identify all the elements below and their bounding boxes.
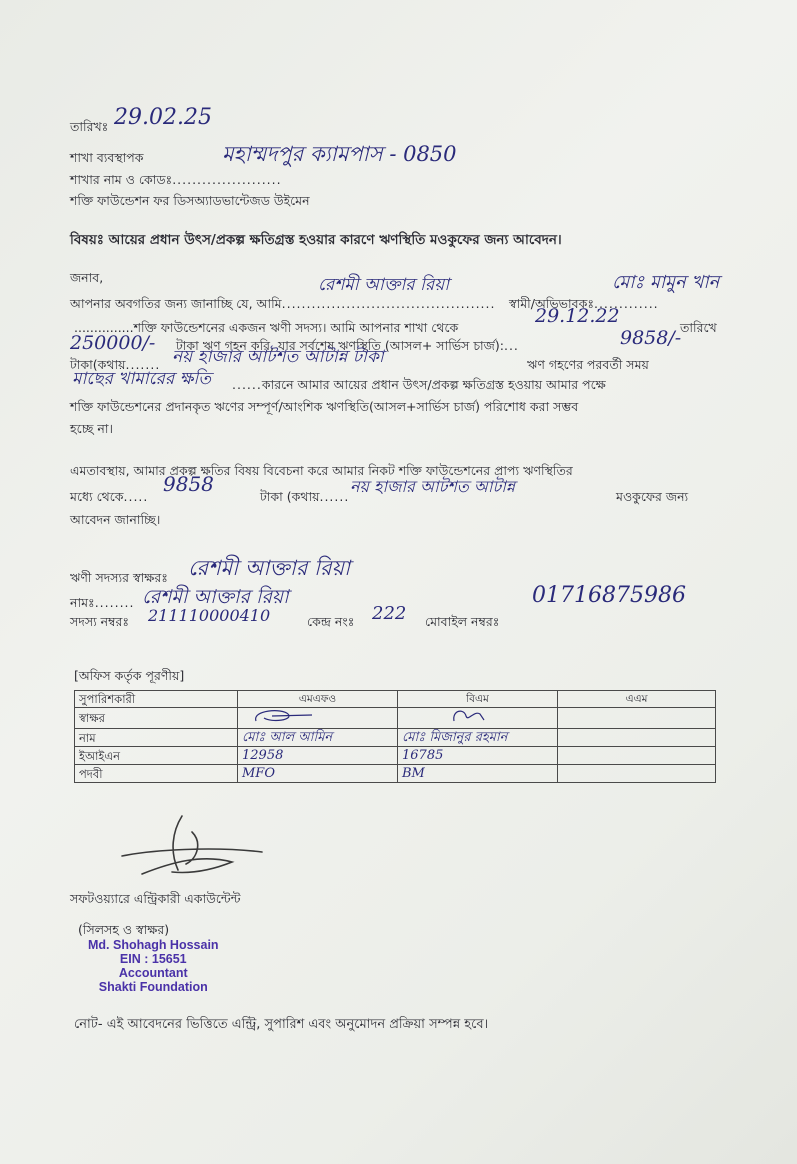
table-header-cell: এমএফও [238,691,398,708]
balance-in-words: নয় হাজার আটশত আটান্ন টাকা [172,347,384,367]
seal-note: (সিলসহ ও স্বাক্ষর) [78,922,170,937]
body-line-7: হচ্ছে না। [70,421,113,436]
loan-amount: 250000/- [70,332,156,354]
table-header-cell: সুপারিশকারী [75,691,238,708]
mfo-cell: মোঃ আল আমিন [238,729,398,747]
row-label: নাম [75,729,238,747]
body-p2-line-2-end: মওকুফের জন্য [616,489,689,504]
stamp-ein: EIN : 15651 [119,952,187,966]
guardian-name: মোঃ মামুন খান [612,272,720,293]
waiver-amount: 9858 [163,472,214,496]
waiver-in-words: নয় হাজার আটশত আটান্ন [350,477,516,496]
bm-cell: 16785 [398,747,558,765]
stamp-role: Accountant [118,966,188,980]
stamp-name: Md. Shohagh Hossain [88,938,219,952]
body-line-3: টাকা ঋণ গহন করি, যার সর্বশেষ ঋণস্থিতি (আসল+ সার্ভিস চার্জ):... [176,338,519,353]
body-line-1: আপনার অবগতির জন্য জানাচ্ছি যে, আমি........................................... [70,296,496,311]
mobile-number: 01716875986 [532,583,686,608]
body-line-4-end: ঋণ গহণের পরবর্তী সময় [527,357,649,372]
mfo-signature [242,708,332,724]
mfo-signature-cell [238,708,398,729]
accountant-signature [112,812,272,882]
damage-reason: মাছের খামারের ক্ষতি [72,369,212,389]
member-signature: রেশমী আক্তার রিয়া [188,556,351,580]
member-signature-label: ঋণী সদস্যর স্বাক্ষরঃ [70,570,168,585]
table-header-cell: এএম [558,691,716,708]
branch-label: শাখার নাম ও কোডঃ...................... [70,172,282,187]
date-label: তারিখঃ [70,119,109,134]
am-cell [558,747,716,765]
table-row [75,708,716,729]
accountant-title: সফটওয়্যারে এন্ট্রিকারী একাউন্টেন্ট [70,891,241,906]
member-id-label: সদস্য নম্বরঃ [70,614,130,629]
mobile-label: মোবাইল নম্বরঃ [425,614,500,629]
applicant-name: রেশমী আক্তার রিয়া [318,275,450,295]
organization-line: শক্তি ফাউন্ডেশন ফর ডিসঅ্যাডভান্টেজড উইমেন [70,193,310,208]
row-label: পদবী [75,765,238,783]
table-row [75,765,716,783]
guardian-label: স্বামী/অভিভাবকঃ............. [509,296,659,311]
body-line-4: টাকা(কথায়....... [70,357,161,372]
body-p2-words-label: টাকা (কথায়...... [260,489,350,504]
row-label: ইআইএন [75,747,238,765]
footer-note: নোট- এই আবেদনের ভিত্তিতে এন্ট্রি, সুপারিশ এবং অনুমোদন প্রক্রিয়া সম্পন্ন হবে। [74,1017,489,1032]
subject-line: বিষয়ঃ আয়ের প্রধান উৎস/প্রকল্প ক্ষতিগ্রস্ত হওয়ার কারণে ঋণস্থিতি মওকুফের জন্য আবেদন। [70,232,562,248]
branch-name-value: মহাম্মদপুর ক্যামপাস - 0850 [222,142,457,166]
loan-date: 29.12.22 [535,305,620,327]
bm-signature-cell [398,708,558,729]
am-cell [558,765,716,783]
balance-amount: 9858/- [620,327,682,349]
bm-signature [402,708,492,724]
office-table [74,690,716,783]
accountant-stamp [88,938,219,994]
body-line-2-end: তারিখে [680,320,717,335]
date-value: 29.02.25 [114,105,212,130]
am-cell [558,708,716,729]
table-row [75,729,716,747]
member-id: 211110000410 [148,606,271,625]
bm-cell: মোঃ মিজানুর রহমান [398,729,558,747]
stamp-org: Shakti Foundation [98,980,208,994]
body-line-2: ...............শক্তি ফাউন্ডেশনের একজন ঋণী সদস্য। আমি আপনার শাখা থেকে [74,320,459,335]
table-header-row [75,691,716,708]
table-row [75,747,716,765]
am-cell [558,729,716,747]
bm-cell: BM [398,765,558,783]
branch-manager-label: শাখা ব্যবস্থাপক [70,150,144,165]
member-name-label: নামঃ........ [70,595,135,610]
mfo-cell: 12958 [238,747,398,765]
body-line-5: ......কারনে আমার আয়ের প্রধান উৎস/প্রকল্প ক্ষতিগ্রস্ত হওয়ায় আমার পক্ষে [232,377,606,392]
body-p2-line-1: এমতাবস্থায়, আমার প্রকল্প ক্ষতির বিষয় বিবেচনা করে আমার নিকট শক্তি ফাউন্ডেশনের প্রাপ্য ঋণস্থিতির [70,463,573,478]
center-label: কেন্দ্র নংঃ [307,614,355,629]
body-line-6: শক্তি ফাউন্ডেশনের প্রদানকৃত ঋণের সম্পূর্ণ/আংশিক ঋণস্থিতি(আসল+সার্ভিস চার্জ) পরিশোধ করা সম্ভব [70,399,579,414]
table-header-cell: বিএম [398,691,558,708]
mfo-cell: MFO [238,765,398,783]
salutation: জনাব, [70,270,104,285]
body-p2-line-3: আবেদন জানাচ্ছি। [70,512,161,527]
member-name: রেশমী আক্তার রিয়া [142,586,289,608]
row-label: স্বাক্ষর [75,708,238,729]
body-p2-line-2: মধ্যে থেকে..... [70,489,149,504]
office-caption: [অফিস কর্তৃক পূরণীয়] [74,668,185,683]
center-number: 222 [372,603,407,624]
